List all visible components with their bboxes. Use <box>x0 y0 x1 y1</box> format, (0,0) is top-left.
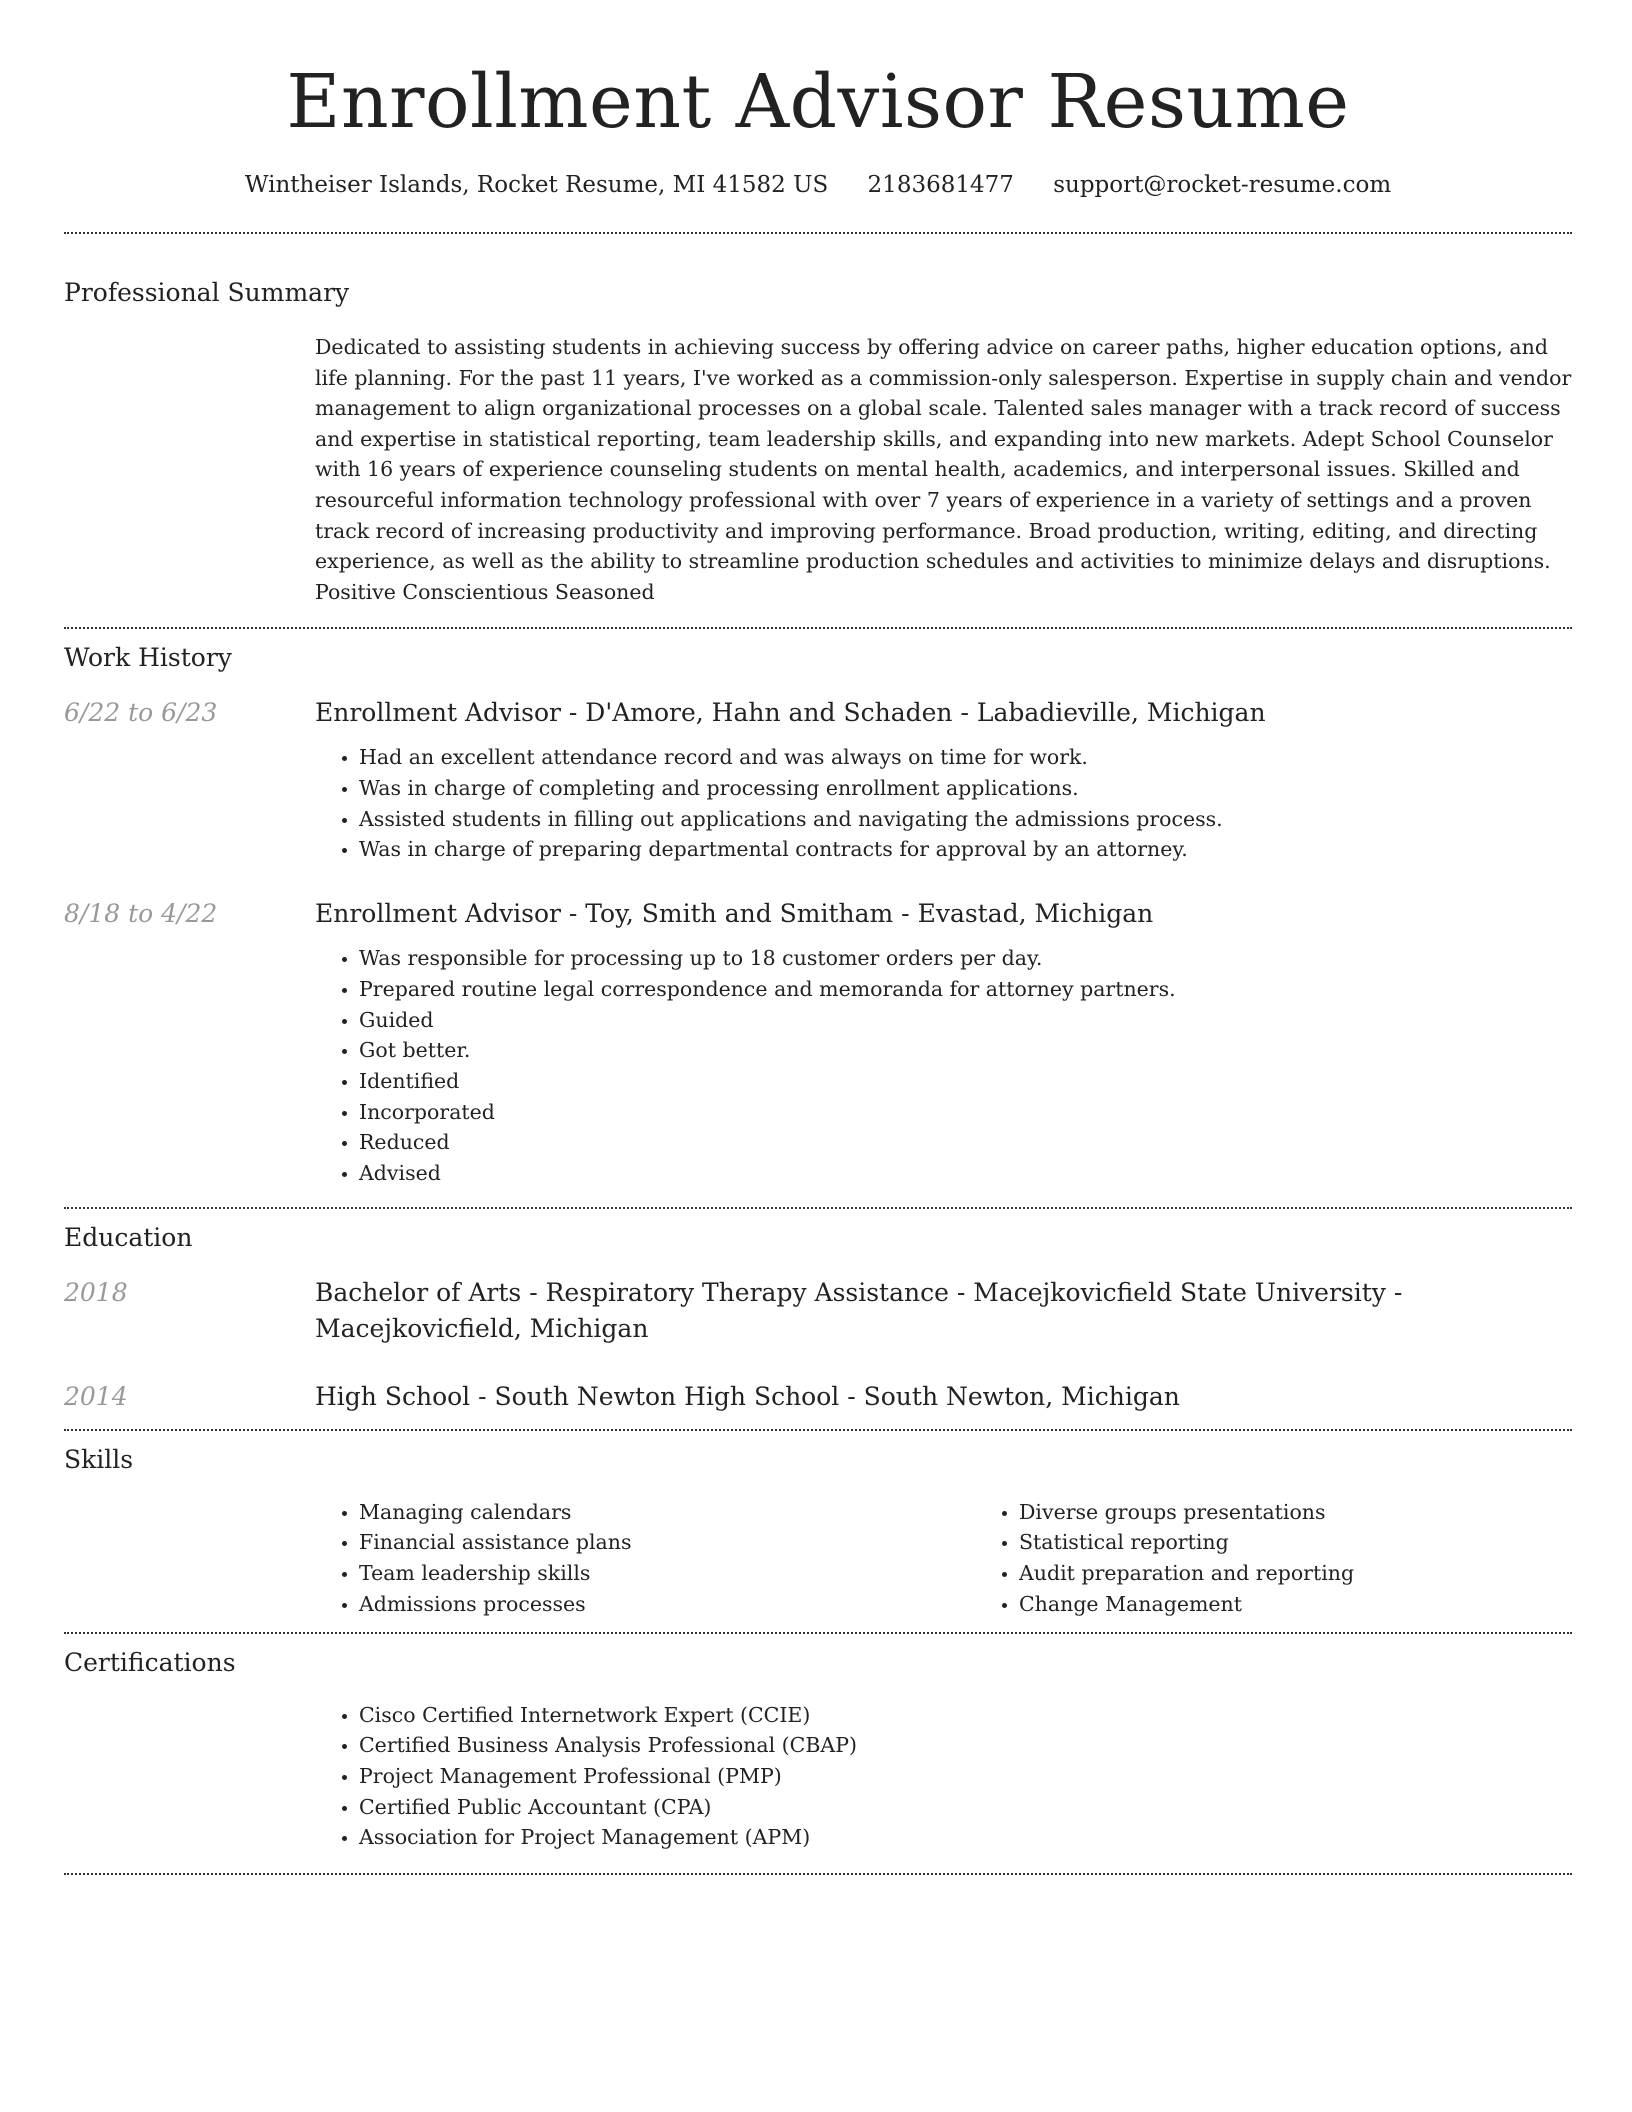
education-year: 2018 <box>64 1277 128 1307</box>
summary-row <box>64 332 1572 607</box>
list-item: • Advised <box>359 1158 1572 1189</box>
skills-list-2 <box>975 1497 1632 1620</box>
certification-item: • Cisco Certified Internetwork Expert (CCIE) <box>359 1700 1572 1731</box>
skills-row <box>64 1497 1572 1620</box>
resume-title: Enrollment Advisor Resume <box>286 59 1350 145</box>
list-item: • Incorporated <box>359 1097 1572 1128</box>
list-item: • Had an excellent attendance record and was always on time for work. <box>359 742 1572 773</box>
education-entry <box>64 1379 1572 1415</box>
certifications-list <box>315 1700 1572 1854</box>
list-item: • Assisted students in filling out applications and navigating the admissions process. <box>359 804 1572 835</box>
education-heading: Bachelor of Arts - Respiratory Therapy Assistance - Macejkovicfield State University - Macejkovicfield, Michigan <box>315 1277 1403 1343</box>
work-heading: Enrollment Advisor - Toy, Smith and Smitham - Evastad, Michigan <box>315 899 1154 929</box>
skill-item: • Admissions processes <box>359 1589 975 1620</box>
list-item: • Was in charge of preparing departmental contracts for approval by an attorney. <box>359 834 1572 865</box>
work-entry <box>64 695 1572 865</box>
list-item: • Was responsible for processing up to 18 customer orders per day. <box>359 943 1572 974</box>
summary-text: Dedicated to assisting students in achieving success by offering advice on career paths, higher education options, and life planning. For the past 11 years, I've worked as a commission-only salesperson. Expertise in supply chain and vendor management to align organizational processes on a global scale. Talented sales manager with a track record of success and expertise in statistical reporting, team leadership skills, and expanding into new markets. Adept School Counselor with 16 years of experience counseling students on mental health, academics, and interpersonal issues. Skilled and resourceful information technology professional with over 7 years of experience in a variety of settings and a proven track record of increasing productivity and improving performance. Broad production, writing, editing, and directing experience, as well as the ability to streamline production schedules and activities to minimize delays and disruptions. Positive Conscientious Seasoned <box>315 335 1572 604</box>
certification-item: • Association for Project Management (APM) <box>359 1822 1572 1853</box>
section-title-summary: Professional Summary <box>64 278 350 307</box>
list-item: • Reduced <box>359 1127 1572 1158</box>
certification-item: • Certified Public Accountant (CPA) <box>359 1792 1572 1823</box>
education-heading: High School - South Newton High School - South Newton, Michigan <box>315 1381 1180 1411</box>
list-item: • Was in charge of completing and processing enrollment applications. <box>359 773 1572 804</box>
work-bullets <box>315 742 1572 865</box>
list-item: • Guided <box>359 1005 1572 1036</box>
skill-item: • Financial assistance plans <box>359 1527 975 1558</box>
contact-email[interactable]: support@rocket-resume.com <box>1053 172 1392 198</box>
education-year: 2014 <box>64 1381 128 1411</box>
section-title-education: Education <box>64 1222 193 1252</box>
skill-item: • Change Management <box>1019 1589 1632 1620</box>
list-item: • Got better. <box>359 1035 1572 1066</box>
certification-item: • Project Management Professional (PMP) <box>359 1761 1572 1792</box>
skill-item: • Team leadership skills <box>359 1558 975 1589</box>
contact-line <box>64 168 1572 202</box>
list-item: • Identified <box>359 1066 1572 1097</box>
work-dates: 8/18 to 4/22 <box>64 899 218 929</box>
work-dates: 6/22 to 6/23 <box>64 698 218 728</box>
resume-page <box>64 0 1572 1875</box>
certifications-row <box>64 1700 1572 1854</box>
list-item: • Prepared routine legal correspondence and memoranda for attorney partners. <box>359 974 1572 1005</box>
section-title-work-history: Work History <box>64 643 232 673</box>
section-title-certifications: Certifications <box>64 1647 236 1677</box>
contact-phone: 2183681477 <box>867 172 1014 198</box>
divider <box>64 1873 1572 1875</box>
work-bullets <box>315 943 1572 1189</box>
skill-item: • Audit preparation and reporting <box>1019 1558 1632 1589</box>
section-title-skills: Skills <box>64 1444 134 1474</box>
skill-item: • Managing calendars <box>359 1497 975 1528</box>
contact-address: Wintheiser Islands, Rocket Resume, MI 41582 US <box>244 172 829 198</box>
skill-item: • Statistical reporting <box>1019 1527 1632 1558</box>
certification-item: • Certified Business Analysis Professional (CBAP) <box>359 1730 1572 1761</box>
skill-item: • Diverse groups presentations <box>1019 1497 1632 1528</box>
work-heading: Enrollment Advisor - D'Amore, Hahn and Schaden - Labadieville, Michigan <box>315 698 1266 728</box>
work-entry <box>64 896 1572 1189</box>
education-entry <box>64 1275 1572 1347</box>
skills-list-1 <box>315 1497 975 1620</box>
